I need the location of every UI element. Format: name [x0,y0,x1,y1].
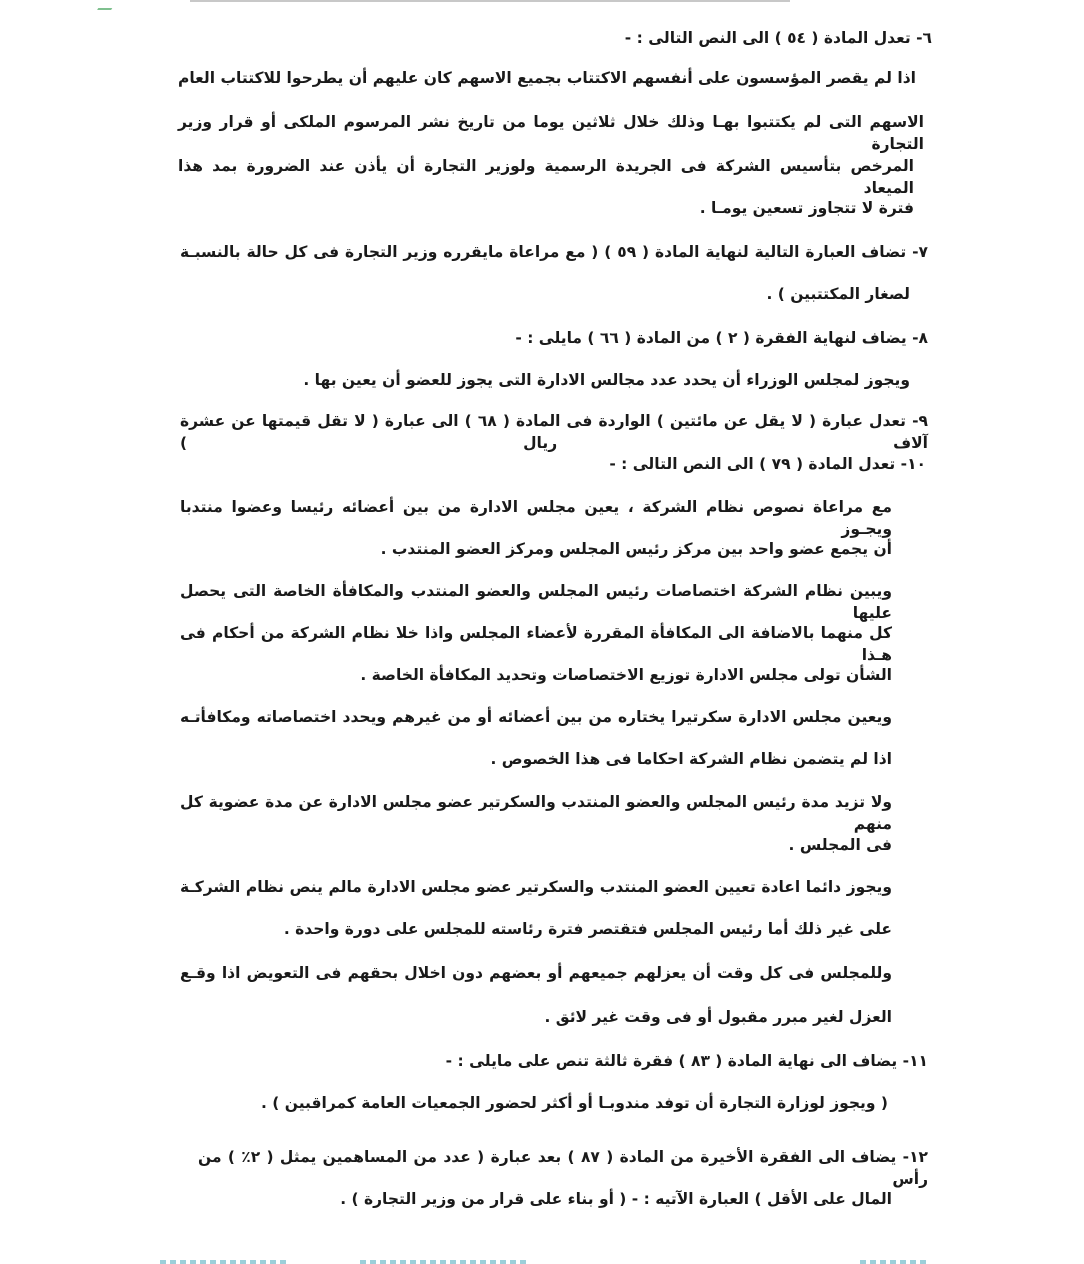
article-10-text-line-9: فى المجلس . [788,836,892,854]
article-10-text-line-13: العزل لغير مبرر مقبول أو فى وقت غير لائق . [544,1008,892,1026]
next-line-scan-trace [160,1254,940,1264]
article-11-heading: ١١- يضاف الى نهاية المادة ( ٨٣ ) فقرة ثالثة تنص على مايلى : - [445,1052,928,1070]
article-10-text-line-11: على غير ذلك أما رئيس المجلس فتقتصر فترة رئاسته للمجلس على دورة واحدة . [283,920,892,938]
corner-scan-mark [97,0,117,10]
article-12-text-line-1: ١٢- يضاف الى الفقرة الأخيرة من المادة ( ٨٧ ) بعد عبارة ( عدد من المساهمين يمثل ( ٢٪ ) من رأس [198,1148,928,1188]
article-12-text-line-2: المال على الأقل ) العبارة الآتيه : - ( أو بناء على قرار من وزير التجارة ) . [340,1190,892,1208]
article-10-text-line-2: أن يجمع عضو واحد بين مركز رئيس المجلس ومركز العضو المنتدب . [380,540,892,558]
article-10-text-line-3: ويبين نظام الشركة اختصاصات رئيس المجلس والعضو المنتدب والمكافأة الخاصة التى يحصل عليها [180,582,892,622]
article-7-text-line-1: ٧- تضاف العبارة التالية لنهاية المادة ( ٥٩ ) ( مع مراعاة مايقرره وزير التجارة فى كل حالة بالنسبـة [180,243,928,261]
article-11-text: ( ويجوز لوزارة التجارة أن توفد مندوبـا أو أكثر لحضور الجمعيات العامة كمراقبين ) . [260,1094,888,1112]
article-10-heading: ١٠- تعدل المادة ( ٧٩ ) الى النص التالى : - [609,455,926,473]
article-6-text-line-1: اذا لم يقصر المؤسسون على أنفسهم الاكتتاب بجميع الاسهم كان عليهم أن يطرحوا للاكتتاب العام [178,69,916,87]
article-10-text-line-7: اذا لم يتضمن نظام الشركة احكاما فى هذا الخصوص . [490,750,892,768]
top-scan-rule [190,0,790,2]
article-10-text-line-10: ويجوز دائما اعادة تعيين العضو المنتدب والسكرتير عضو مجلس الادارة مالم ينص نظام الشركـة [180,878,892,896]
article-10-text-line-12: وللمجلس فى كل وقت أن يعزلهم جميعهم أو بعضهم دون اخلال بحقهم فى التعويض اذا وقـع [180,964,892,982]
article-10-text-line-6: ويعين مجلس الادارة سكرتيرا يختاره من بين أعضائه أو من غيرهم ويحدد اختصاصاته ومكافأتـه [180,708,892,726]
article-10-text-line-8: ولا تزيد مدة رئيس المجلس والعضو المنتدب والسكرتير عضو مجلس الادارة عن مدة عضوية كل منهم [180,793,892,833]
article-8-text: ويجوز لمجلس الوزراء أن يحدد عدد مجالس الادارة التى يجوز للعضو أن يعين بها . [303,371,910,389]
article-6-text-line-2: الاسهم التى لم يكتتبوا بهـا وذلك خلال ثلاثين يوما من تاريخ نشر المرسوم الملكى أو قرار وزير التجارة [178,113,924,153]
article-6-heading: ٦- تعدل المادة ( ٥٤ ) الى النص التالى : - [624,29,932,47]
article-10-text-line-5: الشأن تولى مجلس الادارة توزيع الاختصاصات وتحديد المكافأة الخاصة . [360,666,892,684]
article-8-heading: ٨- يضاف لنهاية الفقرة ( ٢ ) من المادة ( ٦٦ ) مايلى : - [515,329,928,347]
article-10-text-line-1: مع مراعاة نصوص نظام الشركة ، يعين مجلس الادارة من بين أعضائه رئيسا وعضوا منتدبا ويجـوز [180,498,892,538]
article-6-text-line-4: فترة لا تتجاوز تسعين يومـا . [699,199,914,217]
article-7-text-line-2: لصغار المكتتبين ) . [766,285,910,303]
article-6-text-line-3: المرخص بتأسيس الشركة فى الجريدة الرسمية ولوزير التجارة أن يأذن عند الضرورة بمد هذا الميعاد [178,157,914,197]
article-10-text-line-4: كل منهما بالاضافة الى المكافأة المقررة لأعضاء المجلس واذا خلا نظام الشركة من أحكام فى هـذا [180,624,892,664]
article-9-text: ٩- تعدل عبارة ( لا يقل عن مائتين ) الواردة فى المادة ( ٦٨ ) الى عبارة ( لا تقل قيمتها عن عشرة آلاف ريال ) [180,412,928,452]
